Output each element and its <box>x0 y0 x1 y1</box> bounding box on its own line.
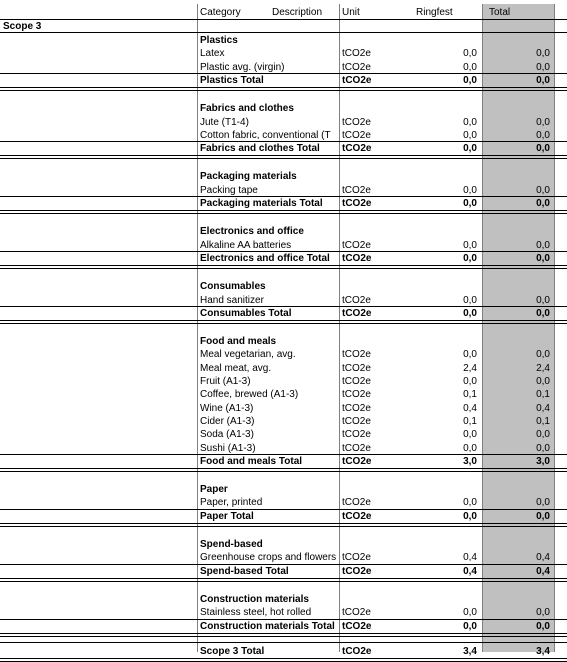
section-total-row-unit[interactable]: tCO2e <box>342 455 372 467</box>
section-total-row-label[interactable]: Construction materials Total <box>200 620 335 632</box>
grand-total-row-ringfest[interactable]: 3,4 <box>463 645 477 657</box>
data-row <box>0 294 567 307</box>
section-total-row-ringfest[interactable]: 0,0 <box>463 74 477 86</box>
header-description[interactable]: Description <box>272 7 323 18</box>
data-row <box>0 129 567 142</box>
section-double-border <box>0 210 567 214</box>
section-title <box>0 538 567 551</box>
data-row-unit[interactable]: tCO2e <box>342 362 371 374</box>
data-row <box>0 348 567 361</box>
section-total-row-ringfest[interactable]: 0,0 <box>463 143 477 155</box>
data-row-label[interactable]: Meal vegetarian, avg. <box>200 349 296 361</box>
data-row-total[interactable]: 0,0 <box>536 61 550 73</box>
data-row-label[interactable]: Cotton fabric, conventional (T <box>200 129 331 141</box>
header-category[interactable]: Category <box>200 7 241 18</box>
grand-total-row-label[interactable]: Scope 3 Total <box>200 645 265 657</box>
data-row-ringfest[interactable]: 0,0 <box>463 129 477 141</box>
data-row <box>0 61 567 74</box>
data-row-total[interactable]: 0,0 <box>536 349 550 361</box>
header-underline <box>0 19 567 20</box>
data-row <box>0 428 567 441</box>
section-total-row-total[interactable]: 0,0 <box>536 143 550 155</box>
section-total-row-unit[interactable]: tCO2e <box>342 143 372 155</box>
data-row-ringfest[interactable]: 0,0 <box>463 349 477 361</box>
data-row <box>0 402 567 415</box>
data-row-ringfest[interactable]: 0,4 <box>463 552 477 564</box>
data-row <box>0 496 567 509</box>
data-row-ringfest[interactable]: 0,0 <box>463 239 477 251</box>
section-total-row-ringfest[interactable]: 0,4 <box>463 565 477 577</box>
section-double-border <box>0 523 567 527</box>
data-row-unit[interactable]: tCO2e <box>342 184 371 196</box>
section-total-row <box>0 455 567 468</box>
section-double-border <box>0 265 567 269</box>
data-row-ringfest[interactable]: 0,0 <box>463 607 477 619</box>
section-total-row <box>0 252 567 265</box>
data-row-label[interactable]: Plastic avg. (virgin) <box>200 61 285 73</box>
data-row-total[interactable]: 0,0 <box>536 429 550 441</box>
section-title-title[interactable]: Plastics <box>200 35 238 46</box>
data-row-unit[interactable]: tCO2e <box>342 607 371 619</box>
section-title-title[interactable]: Spend-based <box>200 539 263 550</box>
section-total-row-ringfest[interactable]: 3,0 <box>463 455 477 467</box>
data-row-total[interactable]: 0,0 <box>536 184 550 196</box>
data-row-unit[interactable]: tCO2e <box>342 129 371 141</box>
data-row-label[interactable]: Coffee, brewed (A1-3) <box>200 389 299 401</box>
section-total-row <box>0 307 567 320</box>
section-total-row-unit[interactable]: tCO2e <box>342 198 372 209</box>
data-row-unit[interactable]: tCO2e <box>342 61 371 73</box>
data-row-total[interactable]: 0,0 <box>536 497 550 509</box>
data-row-label[interactable]: Alkaline AA batteries <box>200 239 292 251</box>
data-row-total[interactable]: 0,0 <box>536 442 550 454</box>
data-row-label[interactable]: Fruit (A1-3) <box>200 376 251 387</box>
data-row-label[interactable]: Sushi (A1-3) <box>200 442 256 454</box>
data-row-unit[interactable]: tCO2e <box>342 239 371 251</box>
section-title <box>0 280 567 293</box>
section-total-row <box>0 565 567 578</box>
data-row-total[interactable]: 0,4 <box>536 552 550 564</box>
data-row <box>0 415 567 428</box>
data-row-total[interactable]: 0,0 <box>536 607 550 619</box>
section-total-row-ringfest[interactable]: 0,0 <box>463 510 477 522</box>
section-total-row-unit[interactable]: tCO2e <box>342 565 372 577</box>
data-row-ringfest[interactable]: 0,0 <box>463 48 477 60</box>
scope-label[interactable]: Scope 3 <box>3 21 42 32</box>
section-total-row-label[interactable]: Food and meals Total <box>200 455 303 467</box>
data-row <box>0 239 567 252</box>
data-row-unit[interactable]: tCO2e <box>342 376 371 387</box>
section-total-row-label[interactable]: Paper Total <box>200 510 254 522</box>
data-row-ringfest[interactable]: 0,4 <box>463 402 477 414</box>
data-row-ringfest[interactable]: 0,0 <box>463 497 477 509</box>
data-row <box>0 388 567 401</box>
section-total-row-label[interactable]: Packaging materials Total <box>200 198 323 209</box>
data-row-label[interactable]: Cider (A1-3) <box>200 415 255 427</box>
data-row-total[interactable]: 2,4 <box>536 362 550 374</box>
data-row-ringfest[interactable]: 0,0 <box>463 429 477 441</box>
section-total-row-label[interactable]: Plastics Total <box>200 74 264 86</box>
section-title-title[interactable]: Food and meals <box>200 336 277 348</box>
data-row-unit[interactable]: tCO2e <box>342 442 371 454</box>
data-row-ringfest[interactable]: 0,0 <box>463 442 477 454</box>
section-title <box>0 34 567 47</box>
data-row-label[interactable]: Meal meat, avg. <box>200 362 272 374</box>
section-total-row <box>0 510 567 523</box>
data-row-total[interactable]: 0,0 <box>536 376 550 387</box>
data-row-ringfest[interactable]: 2,4 <box>463 362 477 374</box>
data-row <box>0 47 567 60</box>
section-title-title[interactable]: Paper <box>200 484 228 496</box>
data-row-total[interactable]: 0,1 <box>536 415 550 427</box>
header-unit[interactable]: Unit <box>342 7 360 18</box>
data-row-ringfest[interactable]: 0,0 <box>463 376 477 387</box>
section-title-title[interactable]: Construction materials <box>200 593 309 605</box>
grand-total-row-unit[interactable]: tCO2e <box>342 645 372 657</box>
section-total-row-total[interactable]: 0,0 <box>536 620 550 632</box>
section-total-row-total[interactable]: 0,0 <box>536 307 550 319</box>
section-total-row-unit[interactable]: tCO2e <box>342 307 372 319</box>
section-total-row-ringfest[interactable]: 0,0 <box>463 252 477 264</box>
data-row-unit[interactable]: tCO2e <box>342 552 371 564</box>
section-total-row <box>0 197 567 210</box>
data-row-label[interactable]: Wine (A1-3) <box>200 402 254 414</box>
data-row-total[interactable]: 0,0 <box>536 294 550 306</box>
header-ringfest[interactable]: Ringfest <box>416 7 453 18</box>
section-total-row <box>0 142 567 155</box>
section-total-row-unit[interactable]: tCO2e <box>342 74 372 86</box>
data-row-ringfest[interactable]: 0,0 <box>463 116 477 128</box>
data-row-ringfest[interactable]: 0,0 <box>463 294 477 306</box>
section-total-row-ringfest[interactable]: 0,0 <box>463 198 477 209</box>
section-title-title[interactable]: Fabrics and clothes <box>200 103 294 115</box>
section-total-row-total[interactable]: 0,0 <box>536 74 550 86</box>
section-total-row-label[interactable]: Fabrics and clothes Total <box>200 143 320 155</box>
data-row-unit[interactable]: tCO2e <box>342 402 371 414</box>
data-row-unit[interactable]: tCO2e <box>342 415 371 427</box>
section-title <box>0 593 567 606</box>
data-row <box>0 116 567 129</box>
section-double-border <box>0 87 567 91</box>
section-total-row-label[interactable]: Spend-based Total <box>200 565 289 577</box>
data-row <box>0 551 567 564</box>
data-row-unit[interactable]: tCO2e <box>342 294 371 306</box>
section-total-row-unit[interactable]: tCO2e <box>342 252 372 264</box>
section-total-row-total[interactable]: 0,0 <box>536 510 550 522</box>
data-row-unit[interactable]: tCO2e <box>342 389 371 401</box>
section-double-border <box>0 155 567 159</box>
data-row-total[interactable]: 0,0 <box>536 116 550 128</box>
section-double-border <box>0 633 567 637</box>
grand-total-row-total[interactable]: 3,4 <box>536 645 550 657</box>
section-double-border <box>0 578 567 582</box>
section-title-title[interactable]: Consumables <box>200 281 266 293</box>
section-total-row-total[interactable]: 3,0 <box>536 455 550 467</box>
data-row <box>0 606 567 619</box>
section-total-row <box>0 620 567 633</box>
data-row-total[interactable]: 0,4 <box>536 402 550 414</box>
section-total-row-total[interactable]: 0,0 <box>536 252 550 264</box>
data-row-label[interactable]: Paper, printed <box>200 497 263 509</box>
data-row <box>0 184 567 197</box>
data-row-unit[interactable]: tCO2e <box>342 349 371 361</box>
section-title <box>0 102 567 115</box>
section-title-title[interactable]: Packaging materials <box>200 171 297 183</box>
data-row-label[interactable]: Stainless steel, hot rolled <box>200 607 312 619</box>
data-row <box>0 362 567 375</box>
data-row <box>0 375 567 388</box>
section-double-border <box>0 468 567 472</box>
data-row-label[interactable]: Greenhouse crops and flowers <box>200 552 337 564</box>
data-row-label[interactable]: Jute (T1-4) <box>200 116 249 128</box>
data-row-ringfest[interactable]: 0,1 <box>463 389 477 401</box>
data-row-ringfest[interactable]: 0,1 <box>463 415 477 427</box>
data-row-label[interactable]: Packing tape <box>200 184 258 196</box>
section-total-row <box>0 74 567 87</box>
data-row-unit[interactable]: tCO2e <box>342 429 371 441</box>
grand-total-topline <box>0 642 567 643</box>
header-total[interactable]: Total <box>489 7 511 18</box>
data-row-unit[interactable]: tCO2e <box>342 116 371 128</box>
data-row-label[interactable]: Soda (A1-3) <box>200 429 254 441</box>
section-total-row-total[interactable]: 0,4 <box>536 565 550 577</box>
data-row-ringfest[interactable]: 0,0 <box>463 61 477 73</box>
section-title <box>0 225 567 238</box>
section-title <box>0 335 567 348</box>
section-total-row-ringfest[interactable]: 0,0 <box>463 620 477 632</box>
data-row-total[interactable]: 0,0 <box>536 48 550 60</box>
section-total-row-total[interactable]: 0,0 <box>536 198 550 209</box>
data-row-total[interactable]: 0,0 <box>536 129 550 141</box>
section-total-row-ringfest[interactable]: 0,0 <box>463 307 477 319</box>
grand-total-row <box>0 645 567 658</box>
data-row-unit[interactable]: tCO2e <box>342 48 371 60</box>
section-total-row-unit[interactable]: tCO2e <box>342 620 372 632</box>
data-row-total[interactable]: 0,1 <box>536 389 550 401</box>
data-row-total[interactable]: 0,0 <box>536 239 550 251</box>
section-double-border <box>0 320 567 324</box>
section-title <box>0 170 567 183</box>
section-title <box>0 483 567 496</box>
section-total-row-label[interactable]: Consumables Total <box>200 307 292 319</box>
data-row-label[interactable]: Hand sanitizer <box>200 294 264 306</box>
data-row-ringfest[interactable]: 0,0 <box>463 184 477 196</box>
scope-underline <box>0 32 567 33</box>
data-row-label[interactable]: Latex <box>200 48 225 60</box>
section-title-title[interactable]: Electronics and office <box>200 226 304 238</box>
section-total-row-unit[interactable]: tCO2e <box>342 510 372 522</box>
data-row-unit[interactable]: tCO2e <box>342 497 371 509</box>
section-total-row-label[interactable]: Electronics and office Total <box>200 252 330 264</box>
data-row <box>0 442 567 455</box>
